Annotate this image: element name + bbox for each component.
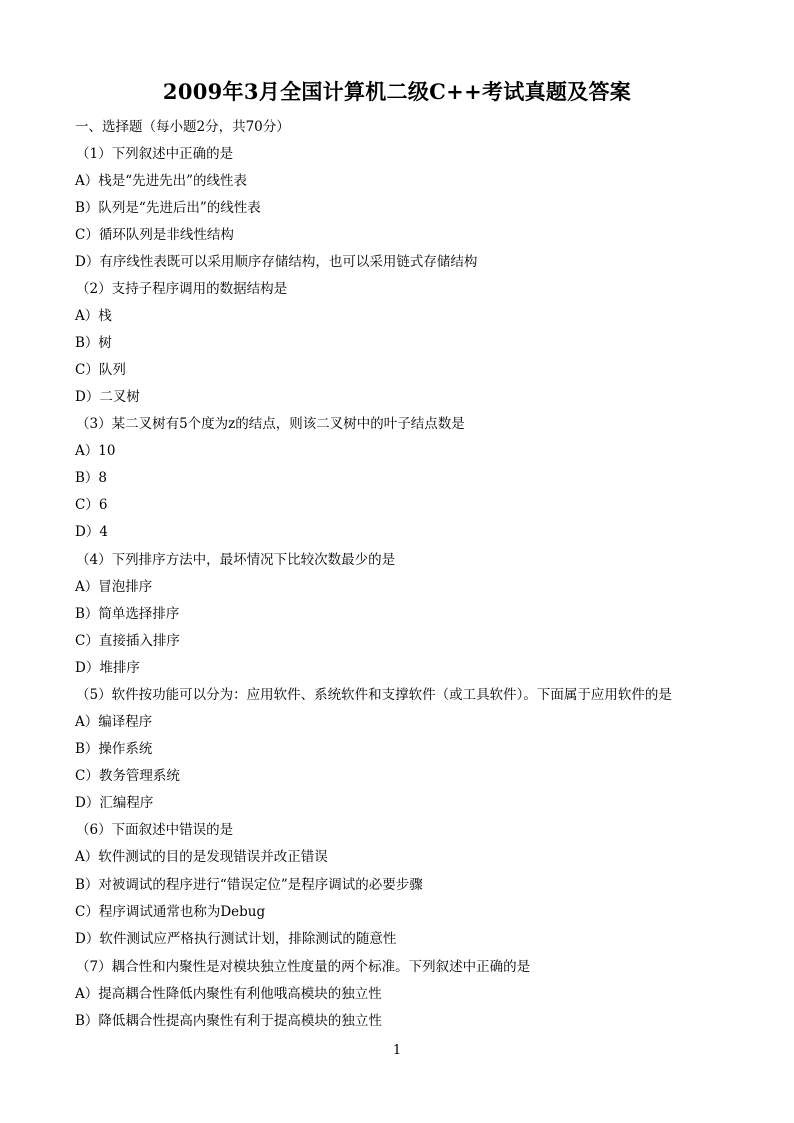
question-7: （7）耦合性和内聚性是对模块独立性度量的两个标准。下列叙述中正确的是 — [76, 959, 531, 975]
q6-option-d: D）软件测试应严格执行测试计划，排除测试的随意性 — [75, 931, 397, 947]
q3-option-c: C）6 — [75, 497, 108, 513]
question-2: （2）支持子程序调用的数据结构是 — [76, 281, 288, 297]
question-6: （6）下面叙述中错误的是 — [76, 822, 234, 838]
question-3: （3）某二叉树有5个度为z的结点，则该二叉树中的叶子结点数是 — [76, 416, 465, 432]
question-1: （1）下列叙述中正确的是 — [76, 146, 234, 162]
q1-option-a: A）栈是“先进先出”的线性表 — [75, 173, 248, 189]
q1-option-d: D）有序线性表既可以采用顺序存储结构，也可以采用链式存储结构 — [75, 254, 478, 270]
q1-option-c: C）循环队列是非线性结构 — [75, 227, 234, 243]
q3-option-d: D）4 — [75, 524, 108, 540]
q3-option-b: B）8 — [75, 470, 108, 486]
q2-option-a: A）栈 — [75, 308, 112, 324]
question-4: （4）下列排序方法中，最坏情况下比较次数最少的是 — [76, 552, 396, 568]
q4-option-a: A）冒泡排序 — [75, 579, 153, 595]
q7-option-b: B）降低耦合性提高内聚性有利于提高模块的独立性 — [75, 1013, 382, 1029]
document-title: 2009年3月全国计算机二级C++考试真题及答案 — [162, 79, 632, 104]
q6-option-c: C）程序调试通常也称为Debug — [75, 904, 266, 920]
q2-option-b: B）树 — [75, 335, 112, 351]
q5-option-a: A）编译程序 — [75, 714, 153, 730]
q7-option-a: A）提高耦合性降低内聚性有利他哦高模块的独立性 — [75, 986, 382, 1002]
page-number: 1 — [392, 1043, 402, 1058]
q6-option-a: A）软件测试的目的是发现错误并改正错误 — [75, 849, 328, 865]
q6-option-b: B）对被调试的程序进行“错误定位”是程序调试的必要步骤 — [75, 877, 423, 893]
q5-option-b: B）操作系统 — [75, 741, 153, 757]
q4-option-b: B）简单选择排序 — [75, 606, 180, 622]
q2-option-c: C）队列 — [75, 362, 126, 378]
question-5: （5）软件按功能可以分为：应用软件、系统软件和支撑软件（或工具软件）。下面属于应用软件的是 — [76, 687, 672, 703]
section-heading: 一、选择题（每小题2分，共70分） — [75, 119, 290, 135]
q5-option-c: C）教务管理系统 — [75, 768, 180, 784]
q4-option-c: C）直接插入排序 — [75, 633, 180, 649]
q5-option-d: D）汇编程序 — [75, 795, 154, 811]
q1-option-b: B）队列是“先进后出”的线性表 — [75, 200, 261, 216]
q4-option-d: D）堆排序 — [75, 660, 140, 676]
q3-option-a: A）10 — [75, 443, 116, 459]
q2-option-d: D）二叉树 — [75, 389, 140, 405]
